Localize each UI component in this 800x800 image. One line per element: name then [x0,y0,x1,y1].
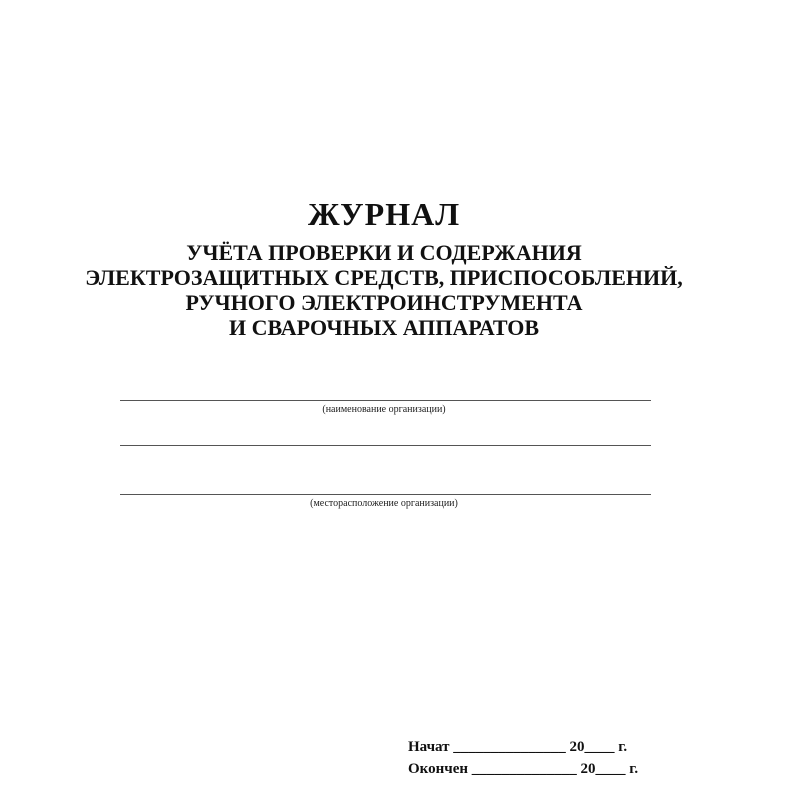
journal-dates [408,736,638,780]
journal-title: ЖУРНАЛ [307,196,461,232]
organization-name-line [120,400,651,401]
subtitle-line-3: РУЧНОГО ЭЛЕКТРОИНСТРУМЕНТА [185,290,583,315]
organization-location-line [120,494,651,495]
subtitle-line-1: УЧЁТА ПРОВЕРКИ И СОДЕРЖАНИЯ [186,240,582,265]
journal-subtitle [0,240,768,340]
subtitle-line-4: И СВАРОЧНЫХ АППАРАТОВ [229,315,539,340]
organization-name-caption: (наименование организации) [322,404,446,415]
organization-location-caption: (месторасположение организации) [310,498,458,509]
started-date-line: Начат _______________ 20____ г. [408,739,628,755]
finished-date-line: Окончен ______________ 20____ г. [408,761,639,777]
organization-name-line-2 [120,445,651,446]
subtitle-line-2: ЭЛЕКТРОЗАЩИТНЫХ СРЕДСТВ, ПРИСПОСОБЛЕНИЙ, [85,265,683,290]
